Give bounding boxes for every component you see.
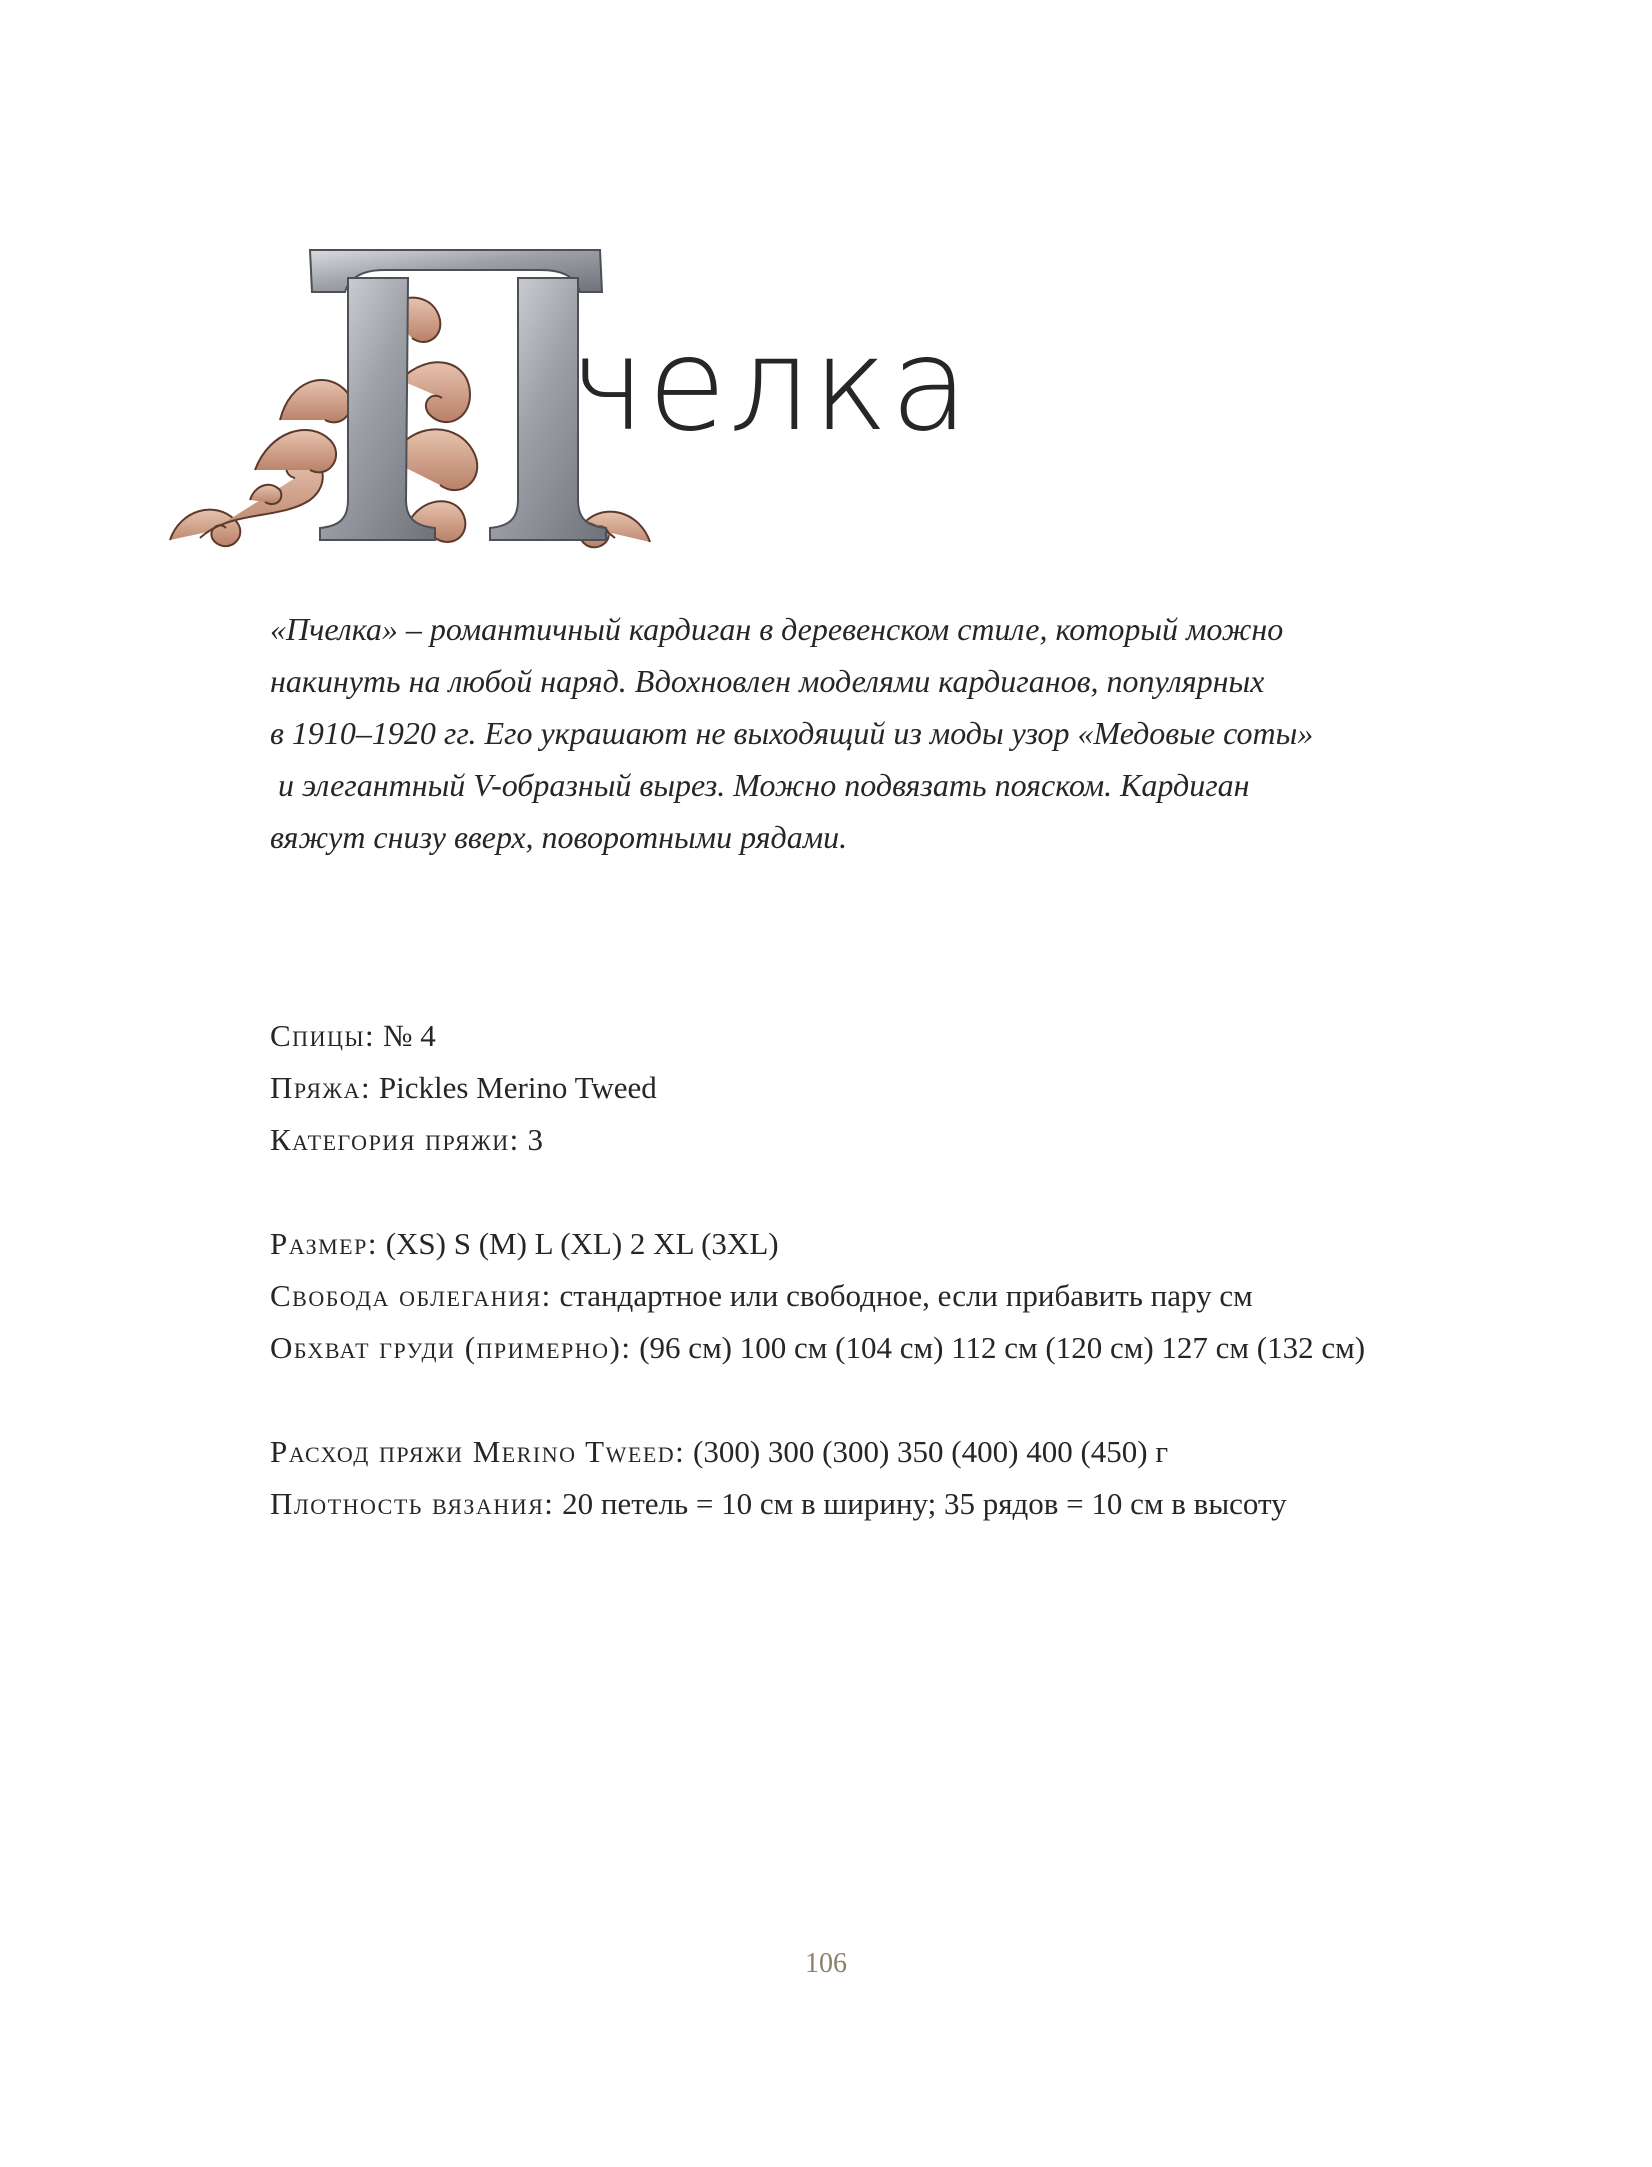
spec-value: Pickles Merino Tweed [371,1070,657,1105]
intro-line: накинуть на любой наряд. Вдохновлен моделями кардиганов, популярных [270,663,1265,699]
spec-label: Обхват груди (примерно): [270,1330,632,1365]
spec-label: Категория пряжи: [270,1122,520,1157]
spec-group-yarn [270,1426,1470,1530]
spec-label: Размер: [270,1226,378,1261]
intro-line: вяжут снизу вверх, поворотными рядами. [270,819,848,855]
page-number: 106 [805,1948,847,1979]
spec-chest [270,1322,1380,1374]
spec-group-materials [270,1010,1470,1166]
spec-needles [270,1010,1470,1062]
intro-line: в 1910–1920 гг. Его украшают не выходящий из моды узор «Медовые соты» [270,715,1314,751]
spec-yarn-category [270,1114,1470,1166]
intro-line: и элегантный V-образный вырез. Можно подвязать пояском. Кардиган [270,767,1250,803]
spec-value: (96 см) 100 см (104 см) 112 см (120 см) 127 см (132 см) [631,1330,1366,1365]
spec-label: Пряжа: [270,1070,372,1105]
spec-label: Свобода облегания: [270,1278,552,1313]
spec-value: стандартное или свободное, если прибавить пару см [551,1278,1253,1313]
spec-group-sizing [270,1218,1470,1374]
spec-label: Расход пряжи Merino Tweed: [270,1434,686,1469]
spec-fit [270,1270,1470,1322]
pattern-specs [270,1010,1470,1582]
spec-label: Спицы: [270,1018,376,1053]
spec-consumption [270,1426,1470,1478]
spec-value: (XS) S (M) L (XL) 2 XL (3XL) [377,1226,779,1261]
spec-value: (300) 300 (300) 350 (400) 400 (450) г [685,1434,1169,1469]
spec-gauge [270,1478,1470,1530]
spec-label: Плотность вязания: [270,1486,555,1521]
spec-value: 20 петель = 10 см в ширину; 35 рядов = 10 см в высоту [554,1486,1287,1521]
intro-line: «Пчелка» – романтичный кардиган в деревенском стиле, который можно [270,611,1284,647]
intro-paragraph [270,603,1390,863]
page-title: челка [570,311,971,460]
spec-value: 3 [519,1122,543,1157]
spec-size [270,1218,1470,1270]
title-block [160,230,980,560]
spec-yarn [270,1062,1470,1114]
spec-value: № 4 [375,1018,436,1053]
